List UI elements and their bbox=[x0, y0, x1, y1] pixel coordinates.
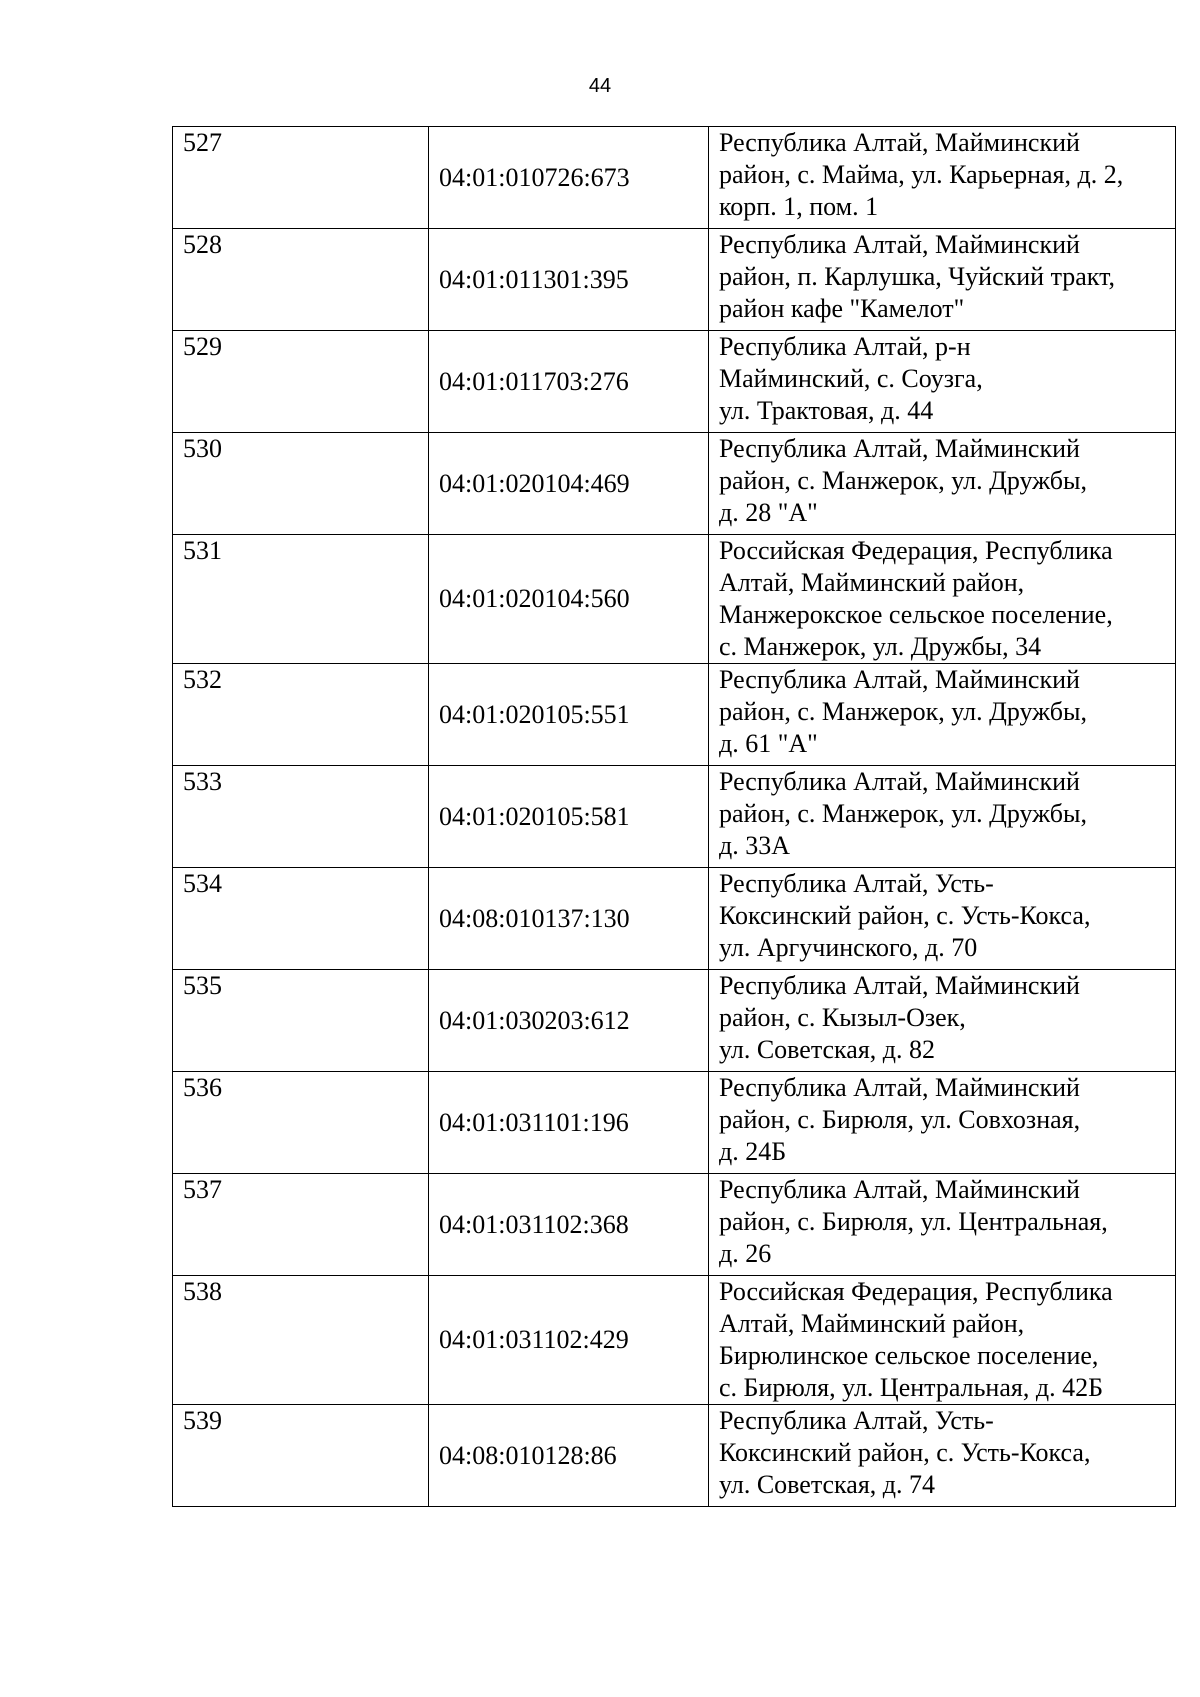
cadastral-number-cell: 04:01:011301:395 bbox=[429, 229, 709, 331]
address-line: Майминский, с. Соузга, bbox=[719, 364, 983, 393]
row-number-cell: 528 bbox=[173, 229, 429, 331]
cadastral-number-cell: 04:01:010726:673 bbox=[429, 127, 709, 229]
address-cell bbox=[709, 433, 1176, 535]
row-number-cell: 535 bbox=[173, 970, 429, 1072]
address-cell bbox=[709, 766, 1176, 868]
address-line: с. Манжерок, ул. Дружбы, 34 bbox=[719, 632, 1042, 661]
address-line: Республика Алтай, Майминский bbox=[719, 230, 1080, 259]
cadastral-number-cell: 04:01:031101:196 bbox=[429, 1072, 709, 1174]
address-cell bbox=[709, 1405, 1176, 1507]
table-row bbox=[173, 331, 1176, 433]
address-line: Манжерокское сельское поселение, bbox=[719, 600, 1113, 629]
table-row bbox=[173, 1072, 1176, 1174]
table-row bbox=[173, 766, 1176, 868]
address-line: район, с. Кызыл-Озек, bbox=[719, 1003, 966, 1032]
address-line: с. Бирюля, ул. Центральная, д. 42Б bbox=[719, 1373, 1104, 1402]
address-line: район, с. Манжерок, ул. Дружбы, bbox=[719, 466, 1087, 495]
row-number-cell: 539 bbox=[173, 1405, 429, 1507]
address-line: Коксинский район, с. Усть-Кокса, bbox=[719, 901, 1091, 930]
table-row bbox=[173, 535, 1176, 664]
address-cell bbox=[709, 1072, 1176, 1174]
address-cell bbox=[709, 1276, 1176, 1405]
address-line: корп. 1, пом. 1 bbox=[719, 192, 879, 221]
row-number-cell: 531 bbox=[173, 535, 429, 664]
cadastral-number-cell: 04:01:011703:276 bbox=[429, 331, 709, 433]
table-row bbox=[173, 1405, 1176, 1507]
address-cell bbox=[709, 331, 1176, 433]
address-line: ул. Трактовая, д. 44 bbox=[719, 396, 934, 425]
table-row bbox=[173, 1174, 1176, 1276]
row-number-cell: 529 bbox=[173, 331, 429, 433]
address-line: Коксинский район, с. Усть-Кокса, bbox=[719, 1438, 1091, 1467]
address-line: д. 28 "А" bbox=[719, 498, 818, 527]
address-line: д. 61 "А" bbox=[719, 729, 818, 758]
address-cell bbox=[709, 1174, 1176, 1276]
address-line: ул. Советская, д. 74 bbox=[719, 1470, 936, 1499]
address-line: ул. Аргучинского, д. 70 bbox=[719, 933, 978, 962]
cadastral-number-cell: 04:08:010128:86 bbox=[429, 1405, 709, 1507]
address-line: ул. Советская, д. 82 bbox=[719, 1035, 936, 1064]
table-row bbox=[173, 229, 1176, 331]
address-line: Республика Алтай, Майминский bbox=[719, 434, 1080, 463]
address-cell bbox=[709, 664, 1176, 766]
address-line: д. 24Б bbox=[719, 1137, 787, 1166]
table-row bbox=[173, 970, 1176, 1072]
cadastral-number-cell: 04:01:030203:612 bbox=[429, 970, 709, 1072]
table-row bbox=[173, 1276, 1176, 1405]
address-line: Республика Алтай, Майминский bbox=[719, 1073, 1080, 1102]
address-line: д. 26 bbox=[719, 1239, 772, 1268]
cadastral-number-cell: 04:01:020104:560 bbox=[429, 535, 709, 664]
address-line: Бирюлинское сельское поселение, bbox=[719, 1341, 1099, 1370]
row-number-cell: 536 bbox=[173, 1072, 429, 1174]
row-number-cell: 533 bbox=[173, 766, 429, 868]
address-line: Республика Алтай, Усть- bbox=[719, 869, 994, 898]
address-cell bbox=[709, 229, 1176, 331]
address-line: Российская Федерация, Республика bbox=[719, 536, 1113, 565]
address-line: район, с. Бирюля, ул. Центральная, bbox=[719, 1207, 1108, 1236]
address-line: Республика Алтай, р-н bbox=[719, 332, 971, 361]
address-line: Республика Алтай, Майминский bbox=[719, 767, 1080, 796]
address-line: район кафе "Камелот" bbox=[719, 294, 965, 323]
address-line: район, с. Манжерок, ул. Дружбы, bbox=[719, 799, 1087, 828]
address-line: Российская Федерация, Республика bbox=[719, 1277, 1113, 1306]
cadastral-number-cell: 04:01:020105:551 bbox=[429, 664, 709, 766]
cadastral-number-cell: 04:01:031102:368 bbox=[429, 1174, 709, 1276]
row-number-cell: 532 bbox=[173, 664, 429, 766]
row-number-cell: 538 bbox=[173, 1276, 429, 1405]
cadastral-number-cell: 04:08:010137:130 bbox=[429, 868, 709, 970]
cadastral-number-cell: 04:01:020105:581 bbox=[429, 766, 709, 868]
address-line: Алтай, Майминский район, bbox=[719, 1309, 1025, 1338]
address-cell bbox=[709, 535, 1176, 664]
table-row bbox=[173, 127, 1176, 229]
address-line: район, с. Майма, ул. Карьерная, д. 2, bbox=[719, 160, 1124, 189]
row-number-cell: 527 bbox=[173, 127, 429, 229]
address-cell bbox=[709, 970, 1176, 1072]
address-line: Республика Алтай, Майминский bbox=[719, 971, 1080, 1000]
address-line: район, с. Бирюля, ул. Совхозная, bbox=[719, 1105, 1081, 1134]
address-line: Республика Алтай, Майминский bbox=[719, 128, 1080, 157]
row-number-cell: 530 bbox=[173, 433, 429, 535]
address-line: д. 33А bbox=[719, 831, 791, 860]
address-cell bbox=[709, 868, 1176, 970]
property-table-body bbox=[173, 127, 1176, 1507]
row-number-cell: 537 bbox=[173, 1174, 429, 1276]
address-cell bbox=[709, 127, 1176, 229]
cadastral-number-cell: 04:01:031102:429 bbox=[429, 1276, 709, 1405]
address-line: район, с. Манжерок, ул. Дружбы, bbox=[719, 697, 1087, 726]
table-row bbox=[173, 868, 1176, 970]
address-line: Республика Алтай, Майминский bbox=[719, 665, 1080, 694]
row-number-cell: 534 bbox=[173, 868, 429, 970]
address-line: Республика Алтай, Майминский bbox=[719, 1175, 1080, 1204]
address-line: Республика Алтай, Усть- bbox=[719, 1406, 994, 1435]
table-row bbox=[173, 433, 1176, 535]
page-number: 44 bbox=[588, 75, 612, 97]
address-line: район, п. Карлушка, Чуйский тракт, bbox=[719, 262, 1115, 291]
cadastral-number-cell: 04:01:020104:469 bbox=[429, 433, 709, 535]
property-table bbox=[172, 126, 1176, 1507]
address-line: Алтай, Майминский район, bbox=[719, 568, 1025, 597]
table-row bbox=[173, 664, 1176, 766]
